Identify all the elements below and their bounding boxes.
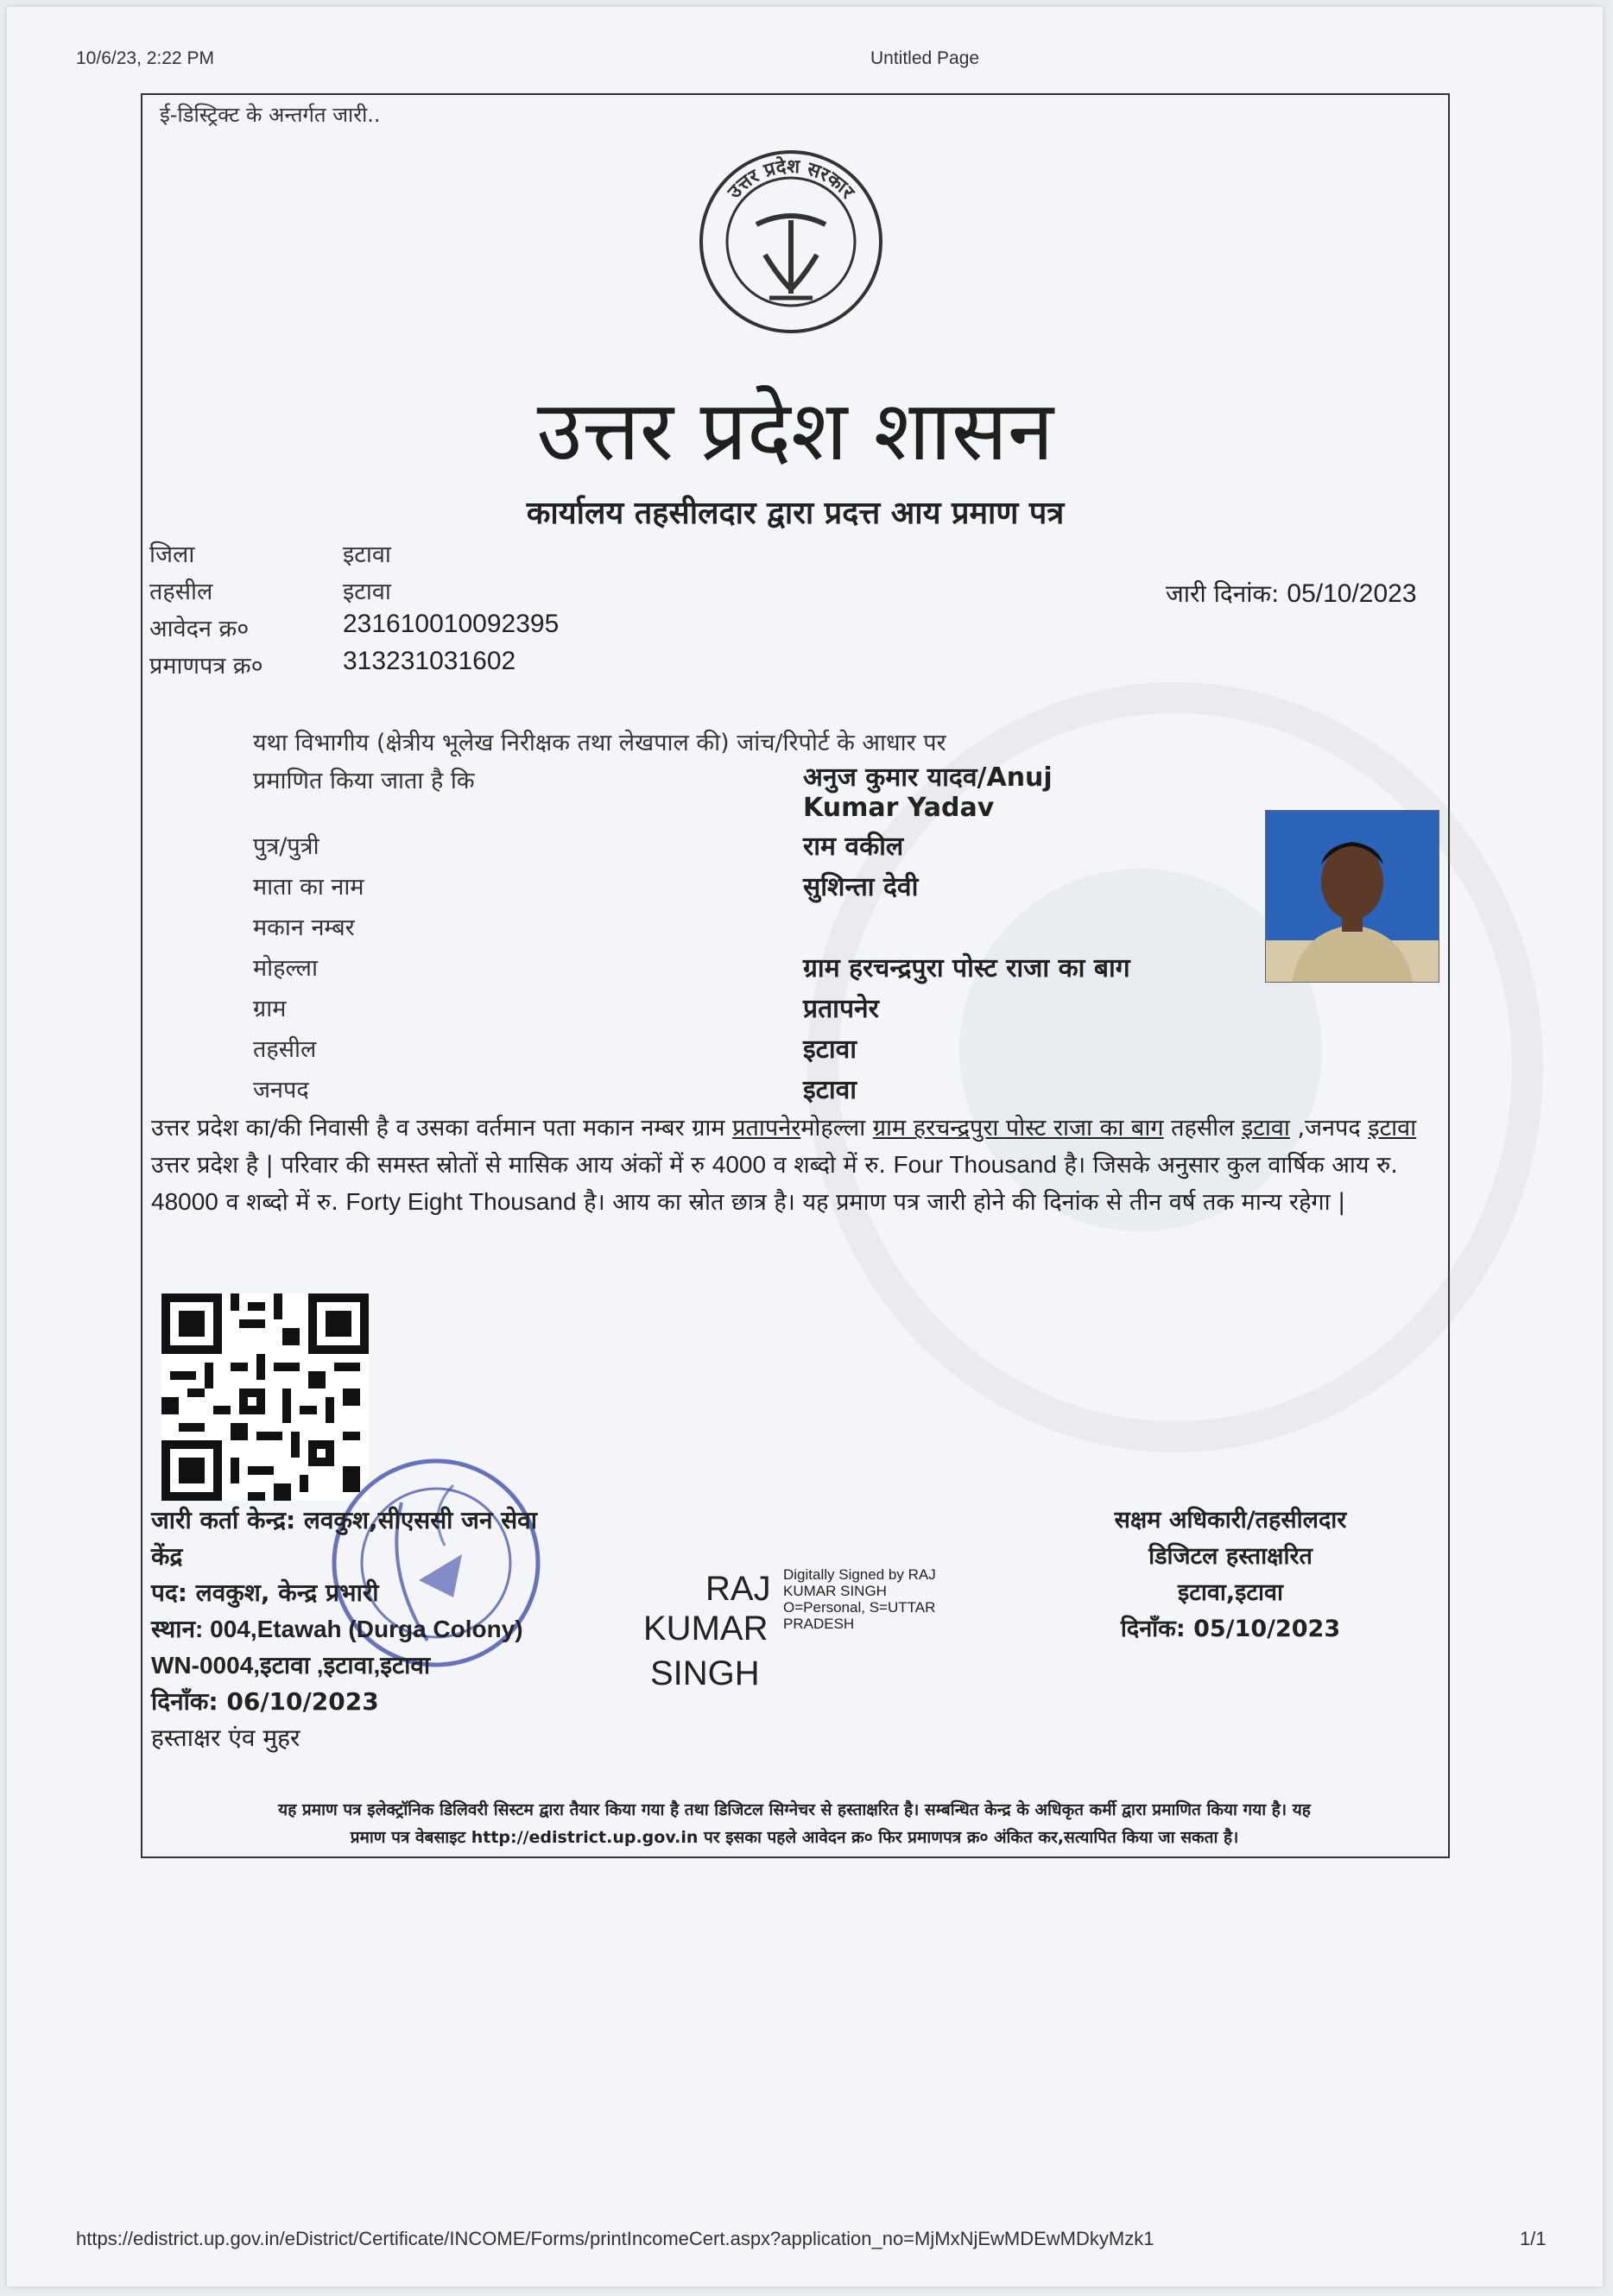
meta-label-certificate-no: प्रमाणपत्र क्र० (149, 653, 263, 680)
authority-line4: दिनाँक: 05/10/2023 (1120, 1616, 1341, 1642)
detail-value-parent: राम वकील (803, 832, 904, 862)
certificate-frame (141, 93, 1450, 1858)
authority-line1: सक्षम अधिकारी/तहसीलदार (1114, 1507, 1347, 1534)
issuer-post: पद: लवकुश, केन्द्र प्रभारी (151, 1578, 379, 1607)
authority-line2: डिजिटल हस्ताक्षरित (1148, 1543, 1313, 1570)
issuer-center-line2: केंद्र (151, 1542, 183, 1571)
footer-note-line2: प्रमाण पत्र वेबसाइट http://edistrict.up.gov.in पर इसका पहले आवेदन क्र० फिर प्रमाणपत्र क्र० अंकित कर,सत्यापित किया जा सकता है। (350, 1828, 1239, 1847)
body-tehsil: इटावा (1241, 1115, 1290, 1142)
meta-value-certificate-no: 313231031602 (343, 647, 516, 675)
certify-label: प्रमाणित किया जाता है कि (253, 768, 475, 794)
holder-name-line2: Kumar Yadav (803, 793, 995, 823)
body-text-6: व शब्दो में रु. (766, 1152, 894, 1179)
meta-value-tehsil: इटावा (343, 579, 391, 605)
meta-label-application-no: आवेदन क्र० (149, 616, 250, 642)
holder-photo (1265, 810, 1439, 983)
monthly-income-number: 4000 (712, 1151, 767, 1178)
detail-value-tehsil: इटावा (803, 1034, 857, 1065)
issue-date (1166, 577, 1417, 610)
issuer-place-line1: स्थान: 004,Etawah (Durga Colony) (151, 1616, 523, 1642)
authority-block (1049, 1502, 1412, 1648)
body-text-5: उत्तर प्रदेश है | परिवार की समस्त स्रोतों से मासिक आय अंकों में रु (151, 1152, 712, 1179)
dsig-note (783, 1566, 936, 1632)
print-page-title: Untitled Page (870, 48, 980, 68)
detail-value-mother: सुशिन्ता देवी (803, 872, 919, 902)
body-text-1: उत्तर प्रदेश का/की निवासी है व उसका वर्तमान पता मकान नम्बर ग्राम (151, 1115, 733, 1142)
detail-value-locality: ग्राम हरचन्द्रपुरा पोस्ट राजा का बाग (803, 953, 1130, 984)
detail-label-house-no: मकान नम्बर (253, 914, 355, 941)
print-datetime: 10/6/23, 2:22 PM (76, 48, 214, 68)
issued-under-note: ई-डिस्ट्रिक्ट के अन्तर्गत जारी.. (160, 103, 381, 127)
emblem-text: उत्तर प्रदेश सरकार (724, 155, 858, 204)
body-text-8: व शब्दो में रु. (218, 1189, 346, 1216)
detail-label-mother: माता का नाम (253, 874, 364, 901)
dsig-name-line2: KUMAR (643, 1610, 769, 1648)
issuer-block (151, 1502, 537, 1756)
dsig-name-line3: SINGH (650, 1654, 760, 1692)
dsig-note-line2: KUMAR SINGH (783, 1583, 887, 1599)
meta-label-tehsil: तहसील (149, 579, 213, 605)
issue-date-label: जारी दिनांक: (1166, 579, 1280, 608)
annual-income-words: Forty Eight Thousand (345, 1188, 577, 1215)
body-text-7: है। जिसके अनुसार कुल वार्षिक आय रु. (1056, 1152, 1398, 1179)
detail-value-district: इटावा (803, 1075, 857, 1105)
issuer-sign-seal: हस्ताक्षर एंव मुहर (151, 1724, 300, 1752)
body-locality: ग्राम हरचन्द्रपुरा पोस्ट राजा का बाग (872, 1115, 1164, 1142)
holder-name-line1: अनुज कुमार यादव/Anuj (803, 762, 1053, 793)
body-text-2: मोहल्ला (800, 1115, 873, 1142)
issuer-center-line1: जारी कर्ता केन्द्र: लवकुश,सीएससी जन सेवा (151, 1506, 537, 1534)
print-page-count: 1/1 (1520, 2228, 1547, 2249)
detail-label-parent: पुत्र/पुत्री (253, 833, 319, 860)
dsig-name-line1: RAJ (705, 1570, 771, 1608)
detail-value-village: प्रतापनेर (803, 994, 879, 1024)
meta-value-district: इटावा (343, 541, 391, 568)
certificate-title: उत्तर प्रदेश शासन (536, 383, 1054, 479)
certificate-body (151, 1110, 1429, 1221)
footer-note-line1: यह प्रमाण पत्र इलेक्ट्रॉनिक डिलिवरी सिस्टम द्वारा तैयार किया गया है तथा डिजिटल सिग्नेचर से हस्ताक्षरित है। सम्बन्धित केन्द्र के अधिकृत कर्मी द्वारा प्रमाणित किया गया है। यह (278, 1800, 1311, 1819)
body-text-3: तहसील (1163, 1115, 1242, 1142)
certificate-footer-note (151, 1796, 1438, 1851)
printed-page (7, 7, 1603, 2287)
issuer-place-line2: WN-0004,इटावा ,इटावा,इटावा (151, 1652, 431, 1679)
detail-label-village: ग्राम (253, 996, 287, 1022)
dsig-note-line3: O=Personal, S=UTTAR (783, 1599, 936, 1616)
certificate-subtitle: कार्यालय तहसीलदार द्वारा प्रदत्त आय प्रमाण पत्र (526, 496, 1065, 531)
authority-line3: इटावा,इटावा (1178, 1579, 1283, 1606)
issue-date-value: 05/10/2023 (1287, 579, 1417, 608)
issuer-date: दिनाँक: 06/10/2023 (151, 1687, 379, 1716)
detail-label-district: जनपद (253, 1077, 309, 1104)
annual-income-number: 48000 (151, 1188, 218, 1215)
print-url: https://edistrict.up.gov.in/eDistrict/Certificate/INCOME/Forms/printIncomeCert.aspx?application_no=MjMxNjEwMDEwMDkyMzk1 (76, 2228, 1154, 2249)
monthly-income-words: Four Thousand (893, 1151, 1057, 1178)
intro-line: यथा विभागीय (क्षेत्रीय भूलेख निरीक्षक तथा लेखपाल की) जांच/रिपोर्ट के आधार पर (253, 730, 946, 756)
detail-label-tehsil: तहसील (253, 1036, 317, 1063)
dsig-note-line1: Digitally Signed by RAJ (783, 1566, 936, 1583)
body-text-4: ,जनपद (1289, 1115, 1369, 1142)
meta-label-district: जिला (149, 541, 195, 568)
meta-value-application-no: 231610010092395 (343, 610, 560, 638)
up-govt-emblem-icon (696, 147, 886, 337)
body-district: इटावा (1368, 1115, 1417, 1142)
dsig-note-line4: PRADESH (783, 1616, 855, 1632)
body-text-9: है। आय का स्रोत छात्र है। यह प्रमाण पत्र जारी होने की दिनांक से तीन वर्ष तक मान्य रहेगा | (576, 1189, 1346, 1216)
body-village: प्रतापनेर (732, 1115, 801, 1142)
detail-label-locality: मोहल्ला (253, 955, 318, 982)
